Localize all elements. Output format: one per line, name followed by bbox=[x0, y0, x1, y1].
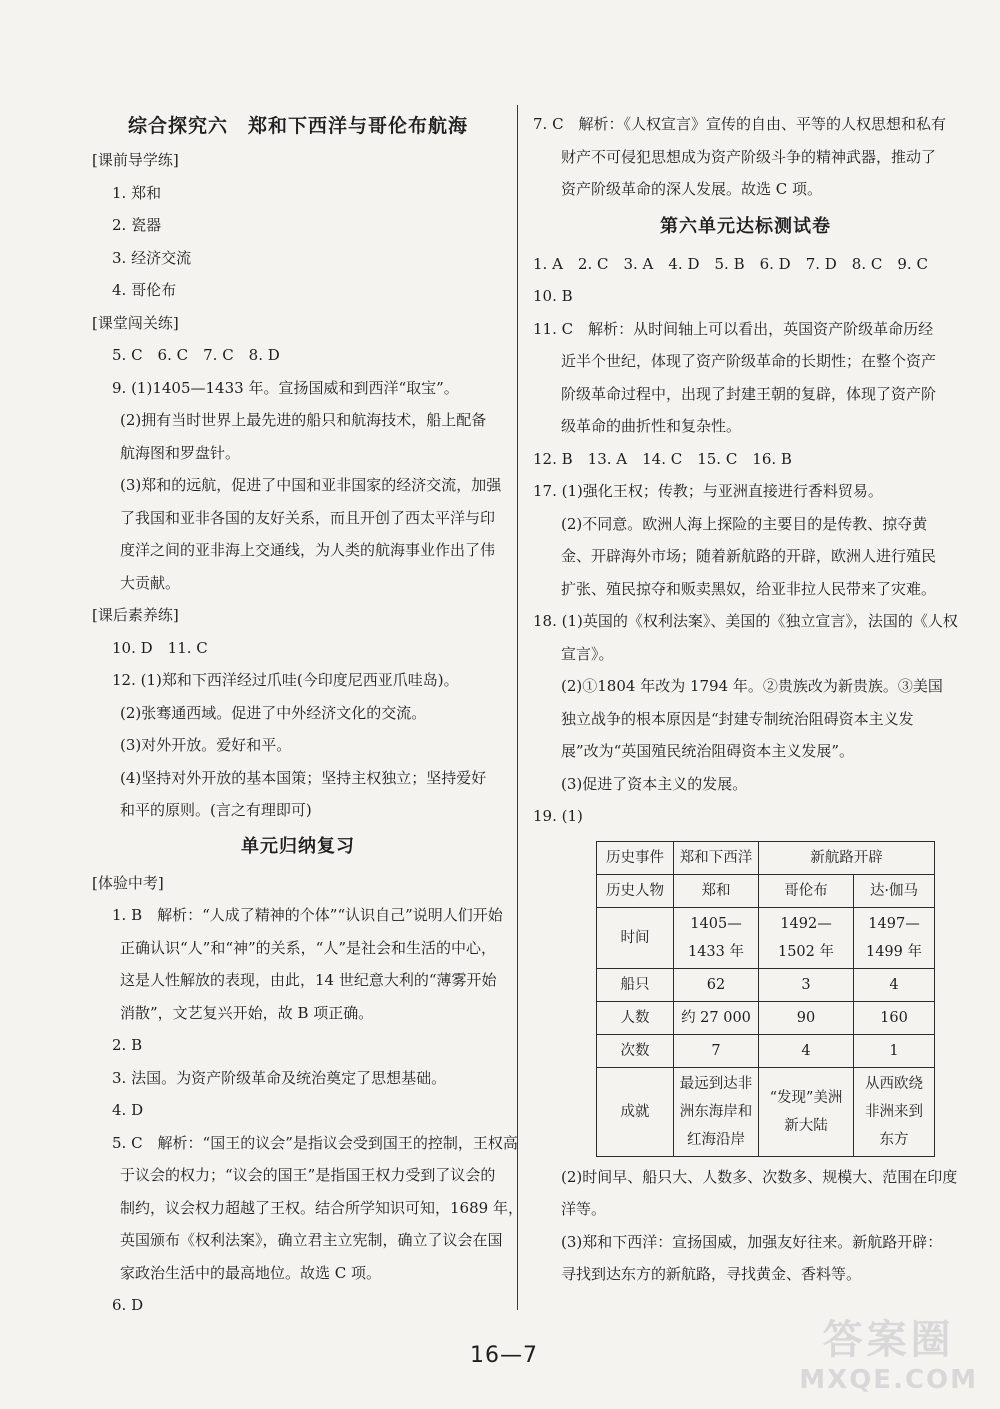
q12-part3: (3)对外开放。爱好和平。 bbox=[120, 736, 292, 754]
watermark-logo: 答案圈 bbox=[822, 1317, 955, 1363]
a5-line5: 家政治生活中的最高地位。故选 C 项。 bbox=[120, 1263, 382, 1282]
r18-part1a: 18. (1)英国的《权利法案》、美国的《独立宣言》，法国的《人权 bbox=[533, 612, 958, 630]
a5-line3: 制约，议会权力超越了王权。结合所学知识可知，1689 年， bbox=[120, 1198, 523, 1217]
a5-line4: 英国颁布《权利法案》，确立君主立宪制，确立了议会在国 bbox=[120, 1231, 503, 1249]
table-row bbox=[597, 1001, 935, 1034]
sec-preclass: [课前导学练] bbox=[92, 151, 179, 169]
table-cell bbox=[759, 1067, 854, 1156]
r18-part2b: 独立战争的根本原因是“封建专制统治阻碍资本主义发 bbox=[561, 709, 914, 728]
r11-line2: 近半个世纪，体现了资产阶级革命的长期性；在整个资产 bbox=[561, 352, 937, 370]
table-cell bbox=[674, 1067, 759, 1156]
answers-10-11: 10. D 11. C bbox=[112, 638, 208, 657]
section-title-exploration-6: 综合探究六 郑和下西洋与哥伦布航海 bbox=[127, 115, 468, 137]
sec-inclass: [课堂闯关练] bbox=[92, 313, 179, 332]
a1-line3: 这是人性解放的表现，由此，14 世纪意大利的“薄雾开始 bbox=[120, 971, 497, 989]
r19-part3a: (3)郑和下西洋：宣扬国威，加强友好往来。新航路开辟： bbox=[561, 1232, 943, 1251]
table-cell: 62 bbox=[674, 968, 759, 1001]
table-cell: 1 bbox=[854, 1034, 935, 1067]
table-row bbox=[597, 841, 935, 874]
r18-part2c: 展”改为“英国殖民统治阻碍资本主义发展”。 bbox=[561, 742, 855, 760]
table-cell: 160 bbox=[854, 1001, 935, 1034]
q9-part3d: 大贡献。 bbox=[120, 573, 181, 592]
q9-part3c: 度洋之间的亚非海上交通线，为人类的航海事业作出了伟 bbox=[120, 541, 496, 559]
a4: 4. D bbox=[112, 1101, 144, 1119]
r17-part2c: 扩张、殖民掠夺和贩卖黑奴，给亚非拉人民带来了灾难。 bbox=[561, 579, 937, 598]
q12-part1: 12. (1)郑和下西洋经过爪哇(今印度尼西亚爪哇岛)。 bbox=[112, 671, 459, 689]
table-row bbox=[597, 968, 935, 1001]
table-cell: 次数 bbox=[597, 1034, 674, 1067]
cell-line: 1405— bbox=[690, 915, 742, 932]
a1-line2: 正确认识“人”和“神”的关系，“人”是社会和生活的中心， bbox=[120, 938, 497, 957]
table-cell: 4 bbox=[854, 968, 935, 1001]
table-cell: 7 bbox=[674, 1034, 759, 1067]
cell-line: 1497— bbox=[868, 915, 920, 932]
r17-part1: 17. (1)强化王权；传教；与亚洲直接进行香料贸易。 bbox=[533, 482, 883, 500]
r19-part2a: (2)时间早、船只大、人数多、次数多、规模大、范围在印度 bbox=[561, 1167, 958, 1186]
q12-part4b: 和平的原则。(言之有理即可) bbox=[120, 801, 312, 819]
a5-line1: 5. C 解析：“国王的议会”是指议会受到国王的控制，王权高 bbox=[112, 1133, 518, 1152]
answer-3: 3. 经济交流 bbox=[112, 248, 192, 267]
a1-line1: 1. B 解析：“人成了精神的个体”“认识自己”说明人们开始 bbox=[112, 906, 503, 924]
table-cell bbox=[674, 907, 759, 968]
table-cell bbox=[854, 907, 935, 968]
cell-line: 1433 年 bbox=[687, 943, 744, 960]
table-cell: 时间 bbox=[597, 907, 674, 968]
cell-line: “发现”美洲 bbox=[769, 1089, 843, 1106]
r19-part2b: 洋等。 bbox=[561, 1200, 607, 1218]
a5-line2: 于议会的权力；“议会的国王”是指国王权力受到了议会的 bbox=[120, 1166, 496, 1184]
r18-part1b: 宣言》。 bbox=[561, 644, 614, 663]
r18-part2a: (2)①1804 年改为 1794 年。②贵族改为新贵族。③美国 bbox=[561, 677, 943, 695]
r19-part3b: 寻找到达东方的新航路，寻找黄金、香料等。 bbox=[561, 1265, 862, 1283]
cell-line: 从西欧绕 bbox=[865, 1075, 923, 1092]
a7-line2: 财产不可侵犯思想成为资产阶级斗争的精神武器，推动了 bbox=[561, 147, 937, 166]
table-cell: 历史事件 bbox=[597, 841, 674, 874]
r17-part2a: (2)不同意。欧洲人海上探险的主要目的是传教、掠夺黄 bbox=[561, 514, 928, 533]
r19-part1: 19. (1) bbox=[533, 807, 583, 825]
comparison-table bbox=[596, 841, 935, 1157]
table-cell: 90 bbox=[759, 1001, 854, 1034]
table-cell: 人数 bbox=[597, 1001, 674, 1034]
a7-line1: 7. C 解析：《人权宣言》宣传的自由、平等的人权思想和私有 bbox=[533, 115, 947, 133]
q9-part3b: 了我国和亚非各国的友好关系，而且开创了西太平洋与印 bbox=[120, 508, 496, 527]
a7-line3: 资产阶级革命的深人发展。故选 C 项。 bbox=[561, 180, 823, 198]
cell-line: 红海沿岸 bbox=[687, 1131, 745, 1148]
q12-part2: (2)张骞通西域。促进了中外经济文化的交流。 bbox=[120, 703, 427, 722]
r17-part2b: 金、开辟海外市场；随着新航路的开辟，欧洲人进行殖民 bbox=[561, 547, 937, 565]
watermark-url: MXQE.COM bbox=[799, 1365, 978, 1395]
table-cell: 郑和 bbox=[674, 874, 759, 907]
a1-line4: 消散”，文艺复兴开始，故 B 项正确。 bbox=[120, 1003, 374, 1022]
r18-part3: (3)促进了资本主义的发展。 bbox=[561, 774, 748, 793]
table-cell: 3 bbox=[759, 968, 854, 1001]
cell-line: 1502 年 bbox=[777, 943, 834, 960]
q9-part1: 9. (1)1405—1433 年。宣扬国威和到西洋“取宝”。 bbox=[112, 378, 459, 397]
table-cell: 约 27 000 bbox=[674, 1001, 759, 1034]
table-cell: 郑和下西洋 bbox=[674, 841, 759, 874]
r-answers-12-16: 12. B 13. A 14. C 15. C 16. B bbox=[533, 449, 792, 468]
r11-line3: 阶级革命过程中，出现了封建王朝的复辟，体现了资产阶 bbox=[561, 384, 937, 403]
table-row bbox=[597, 874, 935, 907]
table-cell: 4 bbox=[759, 1034, 854, 1067]
sec-exam: [体验中考] bbox=[92, 873, 164, 892]
table-cell bbox=[854, 1067, 935, 1156]
left-column bbox=[92, 108, 523, 1322]
table-row bbox=[597, 1034, 935, 1067]
a2: 2. B bbox=[112, 1036, 143, 1054]
answer-2: 2. 瓷器 bbox=[112, 216, 162, 234]
cell-line: 新大陆 bbox=[784, 1117, 828, 1134]
cell-line: 1499 年 bbox=[865, 943, 922, 960]
a3: 3. 法国。为资产阶级革命及统治奠定了思想基础。 bbox=[112, 1068, 447, 1087]
cell-line: 1492— bbox=[780, 915, 832, 932]
table-cell: 成就 bbox=[597, 1067, 674, 1156]
q12-part4a: (4)坚持对外开放的基本国策；坚持主权独立；坚持爱好 bbox=[120, 768, 487, 787]
section-title-unit6-test: 第六单元达标测试卷 bbox=[660, 215, 831, 237]
table-cell: 新航路开辟 bbox=[759, 841, 935, 874]
answers-5-8: 5. C 6. C 7. C 8. D bbox=[112, 346, 280, 364]
cell-line: 非洲来到 bbox=[865, 1103, 923, 1120]
r-answer-10: 10. B bbox=[533, 287, 573, 305]
r-answers-1-9: 1. A 2. C 3. A 4. D 5. B 6. D 7. D 8. C 9. C bbox=[533, 254, 928, 273]
answer-4: 4. 哥伦布 bbox=[112, 281, 177, 299]
sec-afterclass: [课后素养练] bbox=[92, 606, 179, 624]
right-column bbox=[533, 108, 958, 1291]
q9-part2a: (2)拥有当时世界上最先进的船只和航海技术，船上配备 bbox=[120, 411, 487, 429]
table-cell: 船只 bbox=[597, 968, 674, 1001]
cell-line: 东方 bbox=[879, 1131, 909, 1148]
q9-part3a: (3)郑和的远航，促进了中国和亚非国家的经济交流，加强 bbox=[120, 476, 502, 494]
table-cell: 达·伽马 bbox=[854, 874, 935, 907]
section-title-unit-review: 单元归纳复习 bbox=[241, 835, 355, 857]
r11-line4: 级革命的曲折性和复杂性。 bbox=[561, 417, 742, 435]
table-cell: 历史人物 bbox=[597, 874, 674, 907]
page-number: 16—7 bbox=[470, 1343, 538, 1368]
table-cell bbox=[759, 907, 854, 968]
a6: 6. D bbox=[112, 1296, 144, 1314]
watermark bbox=[799, 1308, 978, 1395]
cell-line: 洲东海岸和 bbox=[679, 1103, 753, 1120]
cell-line: 最远到达非 bbox=[679, 1075, 753, 1092]
answer-1: 1. 郑和 bbox=[112, 183, 162, 202]
table-cell: 哥伦布 bbox=[759, 874, 854, 907]
table-row bbox=[597, 1067, 935, 1156]
table-row bbox=[597, 907, 935, 968]
q9-part2b: 航海图和罗盘针。 bbox=[120, 443, 241, 462]
r11-line1: 11. C 解析：从时间轴上可以看出，英国资产阶级革命历经 bbox=[533, 319, 934, 338]
